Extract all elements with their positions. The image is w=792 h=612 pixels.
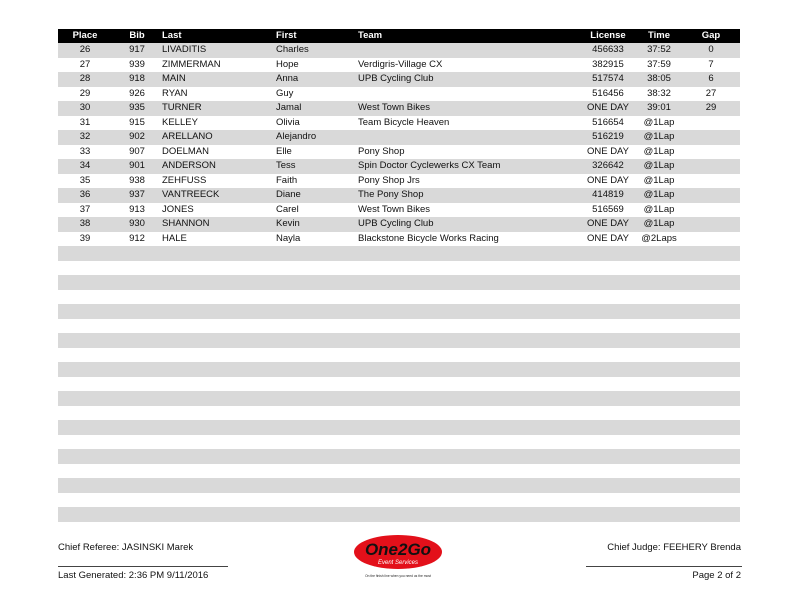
col-license-header: License <box>590 30 626 41</box>
cell-bib: 938 <box>129 174 145 186</box>
cell-license: ONE DAY <box>586 145 630 157</box>
cell-first: Charles <box>276 44 309 55</box>
cell-time: @1Lap <box>643 218 675 229</box>
cell-license: ONE DAY <box>586 232 630 244</box>
cell-bib: 939 <box>129 58 145 70</box>
table-row <box>58 217 740 232</box>
empty-row <box>58 435 740 450</box>
cell-last: VANTREECK <box>162 189 220 200</box>
cell-first: Anna <box>276 73 299 84</box>
table-row <box>58 188 740 203</box>
cell-last: MAIN <box>162 73 186 84</box>
cell-bib: 930 <box>129 218 145 229</box>
empty-row <box>58 333 740 348</box>
empty-row <box>58 261 740 276</box>
cell-team: West Town Bikes <box>358 203 430 215</box>
cell-team: West Town Bikes <box>358 102 430 113</box>
table-header <box>58 29 740 43</box>
table-row <box>58 203 740 218</box>
cell-team: UPB Cycling Club <box>358 218 434 229</box>
cell-last: RYAN <box>162 87 188 99</box>
cell-team: Verdigris-Village CX <box>358 58 443 70</box>
cell-last: SHANNON <box>162 218 210 229</box>
cell-last: ANDERSON <box>162 160 216 171</box>
cell-place: 31 <box>79 116 91 128</box>
cell-last: KELLEY <box>162 116 198 128</box>
table-row <box>58 159 740 174</box>
col-team-header: Team <box>358 30 383 41</box>
cell-first: Guy <box>276 87 294 99</box>
col-first-header: First <box>276 30 297 41</box>
cell-time: @1Lap <box>643 203 675 215</box>
table-row <box>58 58 740 73</box>
table-row <box>58 72 740 87</box>
cell-place: 28 <box>79 73 91 84</box>
cell-license: 516219 <box>592 131 624 142</box>
cell-gap: 7 <box>708 58 714 70</box>
one2go-logo <box>350 533 446 583</box>
cell-place: 36 <box>79 189 91 200</box>
logo-graphic <box>350 533 446 583</box>
empty-row <box>58 478 740 493</box>
col-gap-header: Gap <box>701 30 721 41</box>
cell-team: Blackstone Bicycle Works Racing <box>358 232 499 244</box>
empty-row <box>58 275 740 290</box>
cell-place: 34 <box>79 160 91 171</box>
cell-license: ONE DAY <box>586 174 630 186</box>
empty-row <box>58 449 740 464</box>
cell-bib: 907 <box>129 145 145 157</box>
cell-time: @1Lap <box>643 131 675 142</box>
results-table <box>58 29 740 536</box>
cell-bib: 912 <box>129 232 145 244</box>
empty-row <box>58 290 740 305</box>
cell-first: Elle <box>276 145 292 157</box>
cell-license: 326642 <box>592 160 624 171</box>
cell-license: 414819 <box>592 189 624 200</box>
cell-time: @1Lap <box>643 189 675 200</box>
cell-first: Olivia <box>276 116 300 128</box>
cell-team: Spin Doctor Cyclewerks CX Team <box>358 160 501 171</box>
cell-team: UPB Cycling Club <box>358 73 434 84</box>
cell-license: 456633 <box>592 44 624 55</box>
cell-first: Faith <box>276 174 298 186</box>
cell-gap: 0 <box>708 44 714 55</box>
cell-place: 37 <box>79 203 91 215</box>
cell-team: Pony Shop Jrs <box>358 174 420 186</box>
judge-signature-line <box>586 566 742 567</box>
cell-time: 38:32 <box>647 87 671 99</box>
cell-bib: 917 <box>129 44 145 55</box>
cell-license: 516456 <box>592 87 624 99</box>
cell-last: DOELMAN <box>162 145 209 157</box>
cell-place: 35 <box>79 174 91 186</box>
col-time-header: Time <box>647 30 670 41</box>
cell-bib: 901 <box>129 160 145 171</box>
empty-row <box>58 377 740 392</box>
cell-time: @1Lap <box>643 174 675 186</box>
empty-row <box>58 493 740 508</box>
cell-time: @2Laps <box>641 232 677 244</box>
cell-gap: 27 <box>705 87 717 99</box>
cell-first: Alejandro <box>276 131 317 142</box>
logo-text: One2Go <box>364 540 432 559</box>
cell-bib: 918 <box>129 73 145 84</box>
cell-first: Kevin <box>276 218 300 229</box>
empty-row <box>58 304 740 319</box>
cell-time: 37:52 <box>647 44 671 55</box>
empty-row <box>58 420 740 435</box>
referee-signature-line <box>58 566 228 567</box>
cell-last: ZEHFUSS <box>162 174 207 186</box>
cell-place: 26 <box>79 44 91 55</box>
cell-team: The Pony Shop <box>358 189 424 200</box>
col-last-header: Last <box>162 30 182 41</box>
table-row <box>58 130 740 145</box>
cell-place: 27 <box>79 58 91 70</box>
table-row <box>58 101 740 116</box>
cell-time: 39:01 <box>647 102 671 113</box>
empty-row <box>58 348 740 363</box>
empty-row <box>58 246 740 261</box>
cell-bib: 913 <box>129 203 145 215</box>
cell-license: 517574 <box>592 73 624 84</box>
empty-row <box>58 406 740 421</box>
table-row <box>58 174 740 189</box>
last-generated: Last Generated: 2:36 PM 9/11/2016 <box>58 570 209 581</box>
col-bib-header: Bib <box>129 30 145 41</box>
cell-time: @1Lap <box>643 116 675 128</box>
cell-bib: 915 <box>129 116 145 128</box>
logo-tagline: On the finish line when you need us the most <box>365 574 431 578</box>
col-place-header: Place <box>72 30 98 41</box>
cell-team: Pony Shop <box>358 145 405 157</box>
empty-row <box>58 464 740 479</box>
logo-subtext: Event Services <box>377 560 419 566</box>
cell-team: Team Bicycle Heaven <box>358 116 450 128</box>
cell-place: 29 <box>79 87 91 99</box>
cell-place: 30 <box>79 102 91 113</box>
cell-license: 382915 <box>592 58 624 70</box>
cell-place: 38 <box>79 218 91 229</box>
cell-first: Carel <box>276 203 299 215</box>
cell-time: @1Lap <box>643 160 675 171</box>
table-row <box>58 87 740 102</box>
cell-time: 37:59 <box>647 58 671 70</box>
cell-bib: 902 <box>129 131 145 142</box>
cell-place: 32 <box>79 131 91 142</box>
chief-judge: Chief Judge: FEEHERY Brenda <box>607 542 741 553</box>
cell-bib: 926 <box>129 87 145 99</box>
cell-place: 33 <box>79 145 91 157</box>
cell-time: @1Lap <box>643 145 675 157</box>
cell-first: Tess <box>276 160 296 171</box>
empty-row <box>58 507 740 522</box>
table-body <box>58 43 740 536</box>
cell-gap: 29 <box>705 102 717 113</box>
cell-bib: 937 <box>129 189 145 200</box>
cell-license: ONE DAY <box>586 102 630 113</box>
table-row <box>58 145 740 160</box>
cell-license: 516569 <box>592 203 624 215</box>
cell-last: TURNER <box>162 102 202 113</box>
cell-gap: 6 <box>708 73 714 84</box>
cell-place: 39 <box>79 232 91 244</box>
cell-first: Nayla <box>276 232 301 244</box>
cell-last: ZIMMERMAN <box>162 58 221 70</box>
empty-row <box>58 362 740 377</box>
cell-last: ARELLANO <box>162 131 213 142</box>
cell-license: 516654 <box>592 116 624 128</box>
cell-first: Diane <box>276 189 301 200</box>
page-number: Page 2 of 2 <box>692 570 741 581</box>
table-row <box>58 43 740 58</box>
table-row <box>58 232 740 247</box>
cell-last: LIVADITIS <box>162 44 207 55</box>
chief-referee: Chief Referee: JASINSKI Marek <box>58 542 194 553</box>
cell-first: Hope <box>276 58 299 70</box>
cell-license: ONE DAY <box>586 218 630 229</box>
cell-last: JONES <box>162 203 194 215</box>
cell-bib: 935 <box>129 102 145 113</box>
cell-first: Jamal <box>276 102 302 113</box>
cell-last: HALE <box>162 232 187 244</box>
table-row <box>58 116 740 131</box>
cell-time: 38:05 <box>647 73 671 84</box>
empty-row <box>58 391 740 406</box>
empty-row <box>58 319 740 334</box>
